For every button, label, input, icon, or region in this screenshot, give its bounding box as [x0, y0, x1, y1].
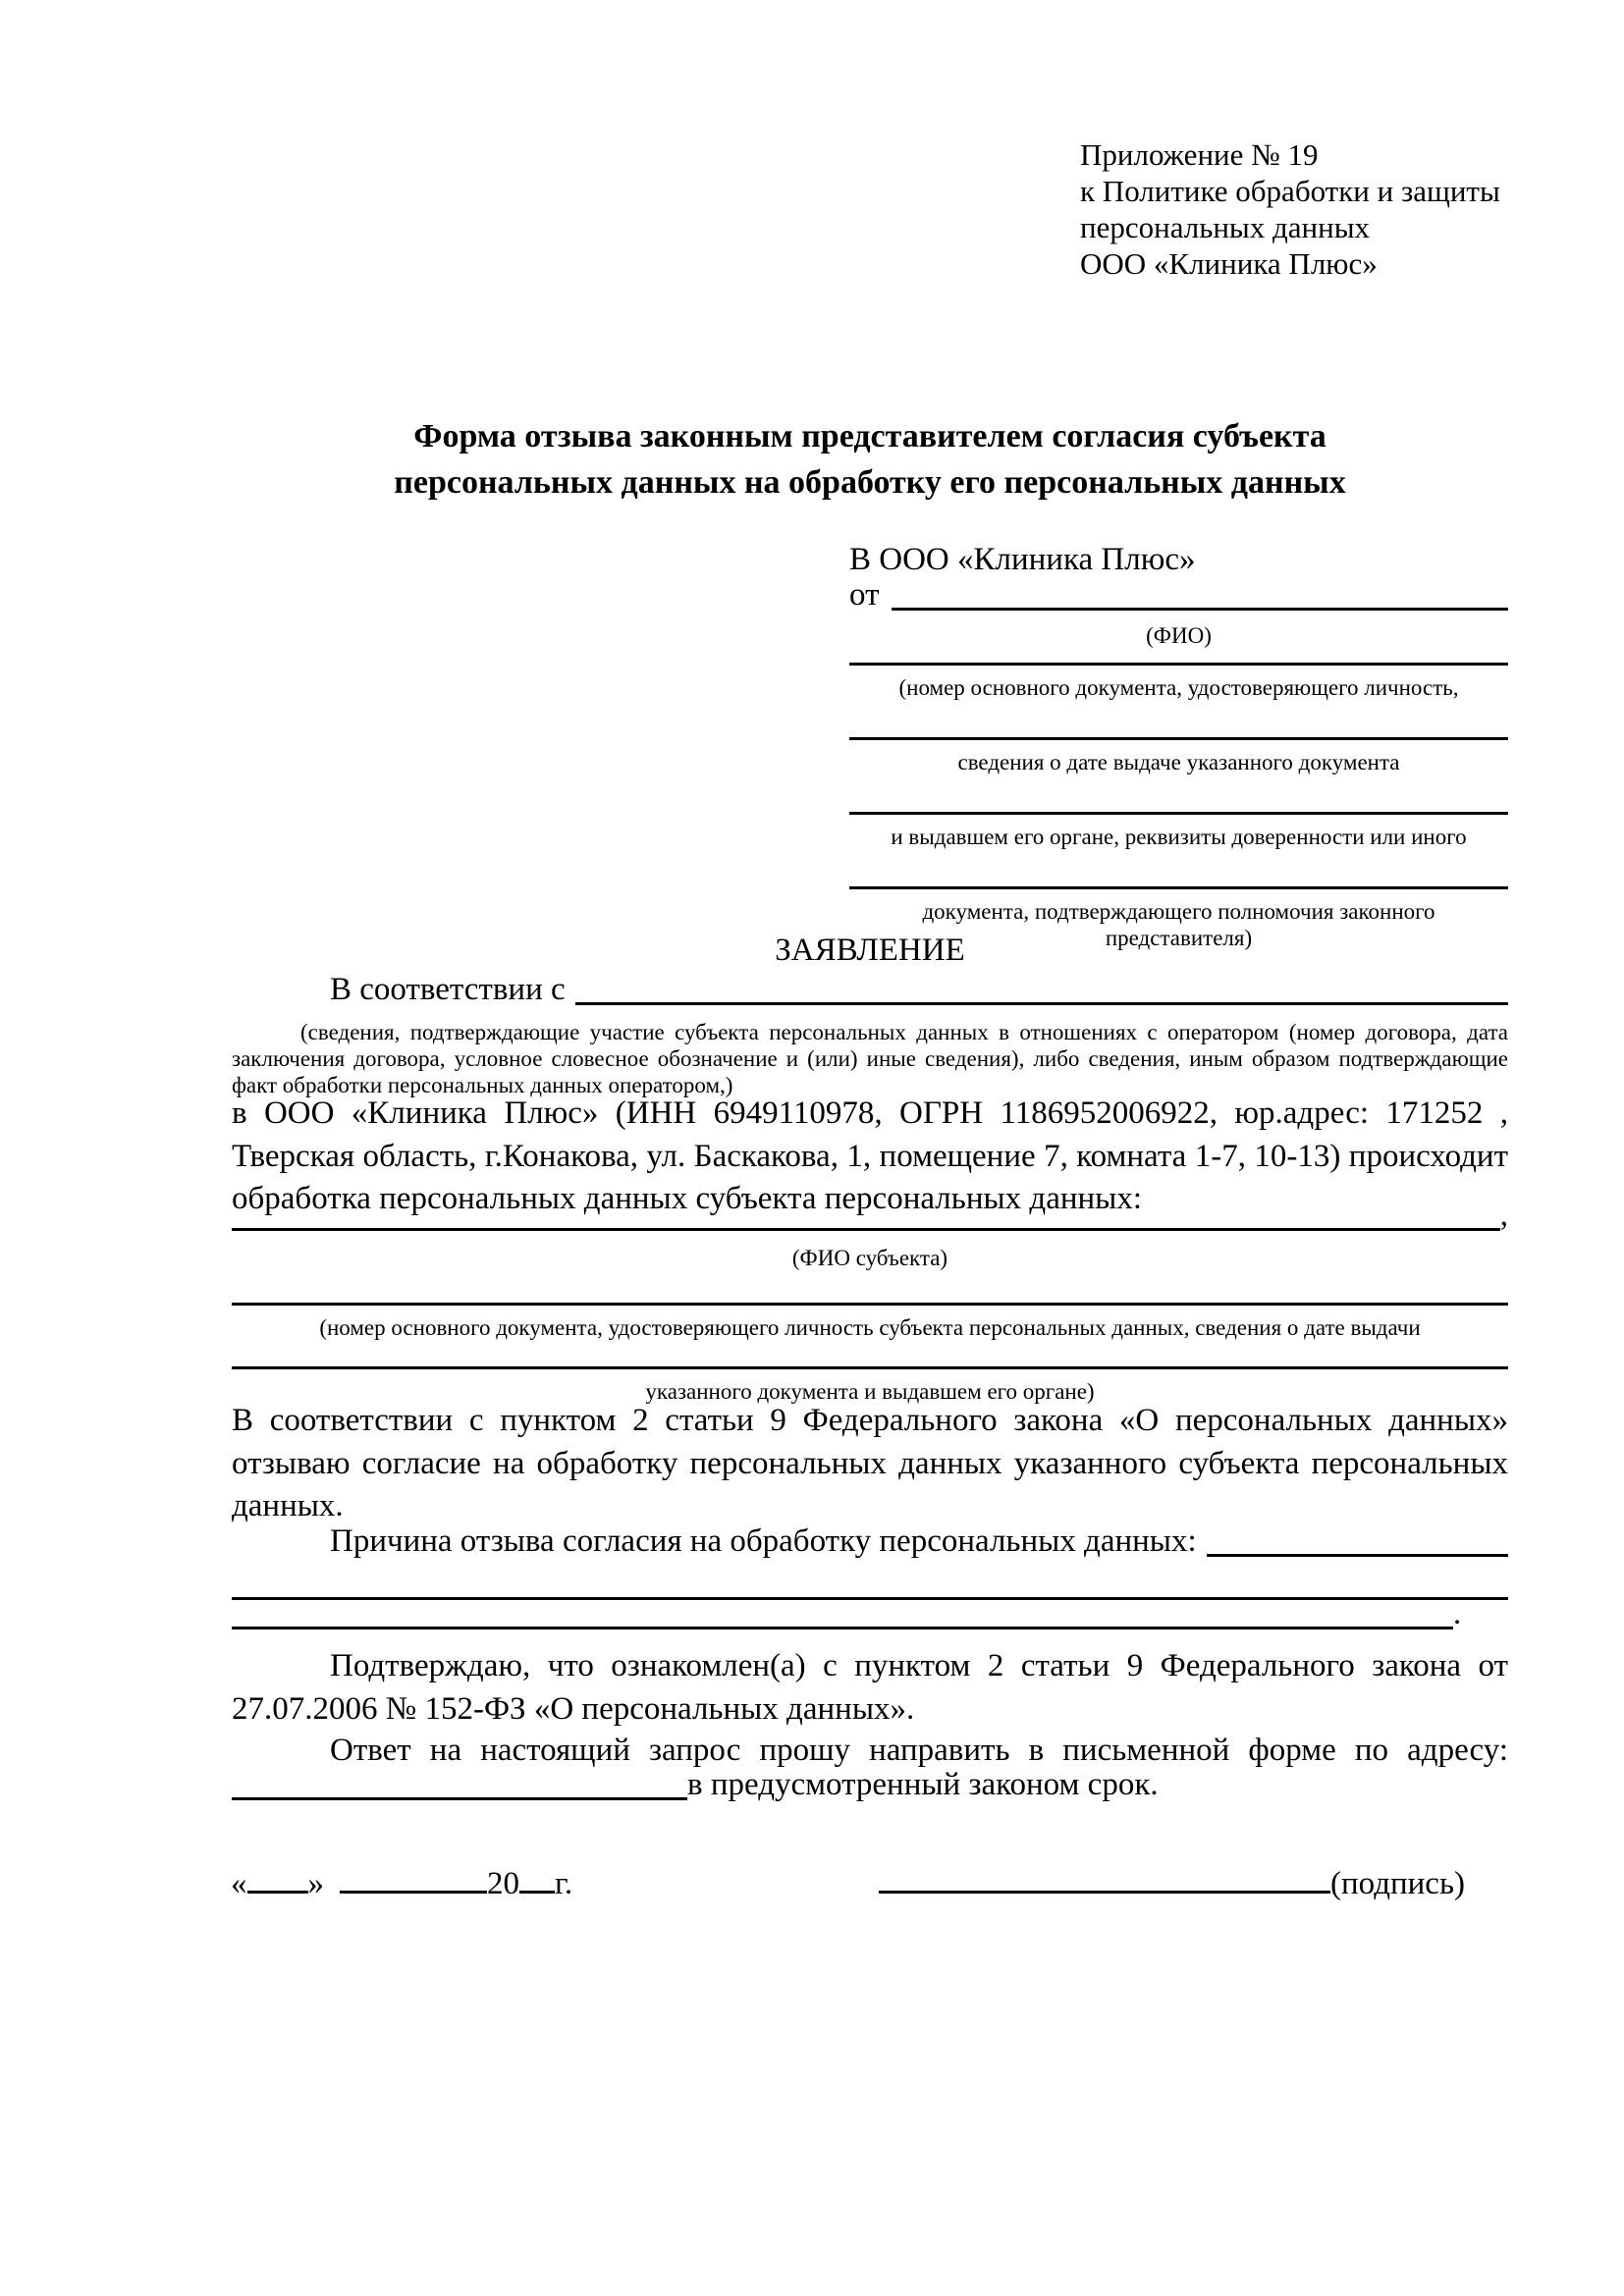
- appendix-header-line: персональных данных: [1080, 210, 1371, 244]
- response-address-row: [232, 1767, 1508, 1806]
- subject-name-field-line: [232, 1228, 1500, 1231]
- appendix-header-line: ООО «Клиника Плюс»: [1080, 246, 1378, 281]
- date-row: [231, 1863, 572, 1905]
- subject-document-caption: (номер основного документа, удостоверяющего личность субъекта персональных данных, сведения о дате выдачи: [319, 1315, 1421, 1340]
- subject-name-comma: ,: [1499, 1198, 1508, 1233]
- date-month-field-line: [340, 1886, 487, 1894]
- document-caption: (номер основного документа, удостоверяющего личность,: [898, 675, 1459, 700]
- recipient-organization: В ООО «Клиника Плюс»: [849, 542, 1196, 577]
- year-label: г.: [555, 1866, 573, 1901]
- document-issue-date-field-line: [849, 737, 1508, 740]
- signature-field-line: [879, 1886, 1330, 1894]
- withdraw-paragraph: В соответствии с пунктом 2 статьи 9 Федерального закона «О персональных данных» отзываю согласие на обработку персональных данных указанного субъекта персональных данных.: [232, 1403, 1508, 1523]
- date-day-field-line: [247, 1886, 308, 1894]
- accordance-label: В соответствии с: [330, 972, 566, 1007]
- reason-row: [232, 1523, 1508, 1563]
- accordance-caption: (сведения, подтверждающие участие субъекта персональных данных в отношениях с оператором (номер договора, дата заключения договора, условное словесное обозначение и (или) иные сведения), либо сведения, иным образом подтверждающие факт обработки персональных данных оператором,): [232, 1020, 1508, 1097]
- document-title-line: Форма отзыва законным представителем согласия субъекта: [413, 418, 1326, 454]
- sentence-end-period: .: [1453, 1596, 1462, 1631]
- subject-name-row: [232, 1198, 1508, 1237]
- subject-document-issuer-field-line: [232, 1366, 1508, 1369]
- subject-document-caption: указанного документа и выдавшем его органе): [645, 1379, 1095, 1404]
- accordance-field-line: [575, 1002, 1508, 1005]
- response-tail: в предусмотренный законом срок.: [687, 1767, 1159, 1802]
- appendix-header-line: к Политике обработки и защиты: [1080, 174, 1500, 208]
- representative-document-field-line: [849, 663, 1508, 666]
- reason-label: Причина отзыва согласия на обработку персональных данных:: [330, 1523, 1197, 1559]
- confirm-paragraph: Подтверждаю, что ознакомлен(а) с пунктом 2 статьи 9 Федерального закона от 27.07.2006 № 152-ФЗ «О персональных данных».: [232, 1648, 1508, 1727]
- date-year-field-line: [519, 1886, 555, 1894]
- document-title-line: персональных данных на обработку его персональных данных: [394, 464, 1346, 501]
- signature-caption: (подпись): [1330, 1866, 1465, 1901]
- document-issuer-field-line: [849, 812, 1508, 815]
- subject-fio-caption: (ФИО субъекта): [791, 1246, 948, 1270]
- document-caption: и выдавшем его органе, реквизиты доверенности или иного: [891, 825, 1467, 849]
- response-address-field-line: [232, 1797, 687, 1800]
- year-prefix: 20: [487, 1866, 519, 1901]
- from-label: от: [849, 577, 880, 613]
- reason-end-row: [232, 1596, 1508, 1635]
- document-caption: документа, подтверждающего полномочия законного представителя): [922, 899, 1435, 950]
- statement-heading: ЗАЯВЛЕНИЕ: [775, 933, 965, 968]
- document-title: [232, 413, 1508, 506]
- reason-field-line: [1207, 1554, 1508, 1557]
- appendix-header: [1080, 136, 1512, 282]
- operator-paragraph: в ООО «Клиника Плюс» (ИНН 6949110978, ОГРН 1186952006922, юр.адрес: 171252 , Тверская область, г.Конакова, ул. Баскакова, 1, помещение 7, комната 1-7, 10-13) происходит обработка персональных данных субъекта персональных данных:: [232, 1095, 1508, 1216]
- authority-document-field-line: [849, 886, 1508, 889]
- subject-document-field-line: [232, 1303, 1508, 1306]
- appendix-header-line: Приложение № 19: [1080, 137, 1319, 172]
- date-open-quote: «: [231, 1866, 247, 1901]
- fio-caption: (ФИО): [1146, 623, 1212, 648]
- document-caption: сведения о дате выдаче указанного документа: [957, 750, 1400, 774]
- representative-name-field-line: [892, 608, 1509, 611]
- accordance-row: [232, 972, 1508, 1011]
- response-request-line: Ответ на настоящий запрос прошу направить в письменной форме по адресу:: [330, 1733, 1508, 1768]
- signature-row: [879, 1863, 1465, 1905]
- representative-name-row: [849, 577, 1508, 616]
- date-close-quote: »: [307, 1866, 324, 1901]
- reason-continuation-field-line-2: [232, 1627, 1453, 1629]
